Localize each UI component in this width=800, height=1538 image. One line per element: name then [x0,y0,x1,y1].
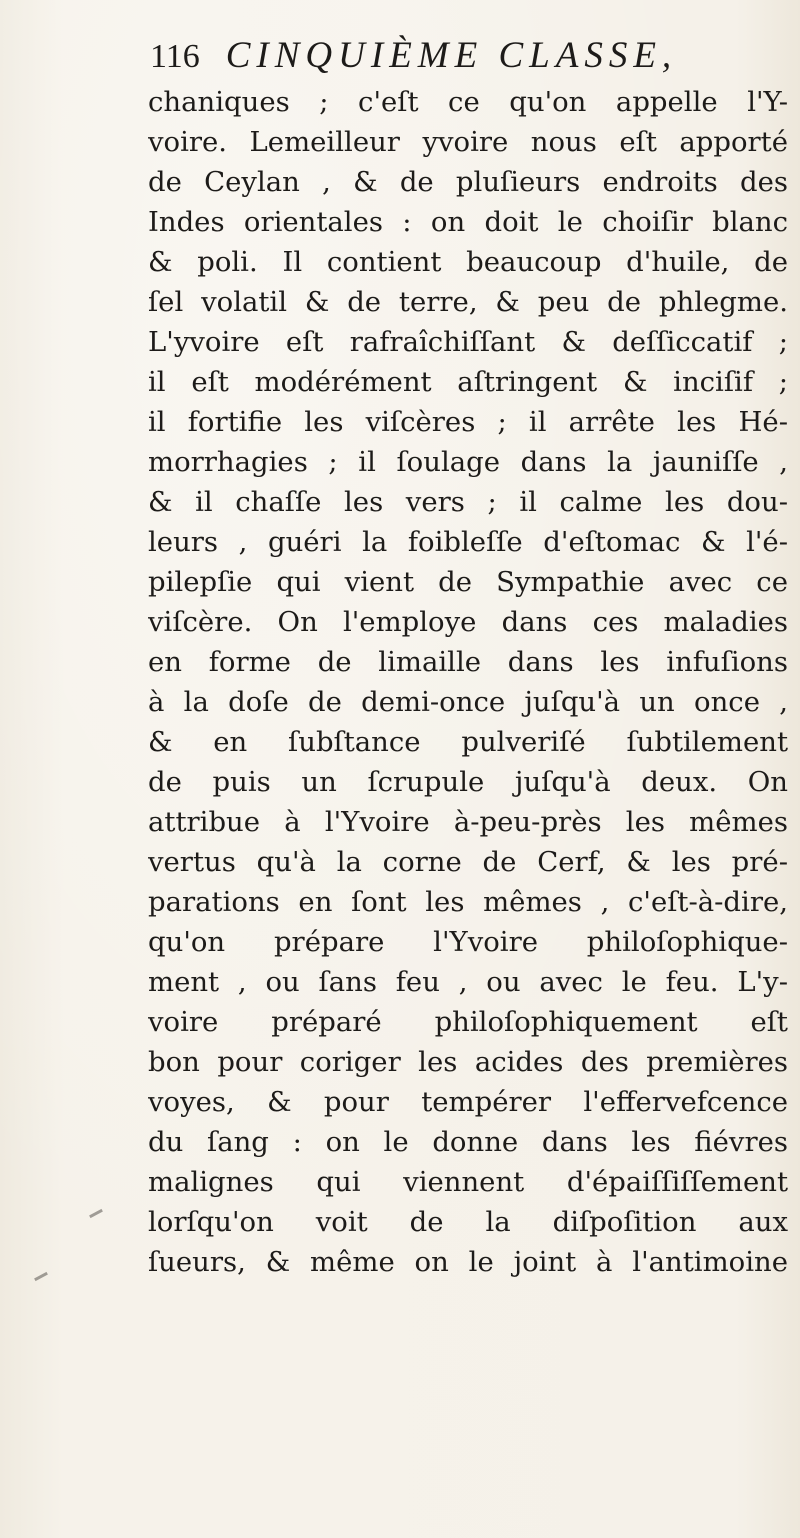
text-line: de Ceylan , & de pluſieurs endroits des [148,166,788,198]
text-line: leurs , guéri la foibleſſe d'eſtomac & l'é- [148,526,788,558]
text-line: voire. Lemeilleur yvoire nous eſt apporté [148,126,788,158]
text-line: Indes orientales : on doit le choiſir blanc [148,206,788,238]
text-line: il fortifie les viſcères ; il arrête les Hé- [148,406,788,438]
text-line: & en ſubſtance pulveriſé ſubtilement [148,726,788,758]
text-line: morrhagies ; il ſoulage dans la jauniſſe , [148,446,788,478]
text-line: ment , ou ſans feu , ou avec le feu. L'y- [148,966,788,998]
text-line: du ſang : on le donne dans les fiévres [148,1126,788,1158]
text-line: malignes qui viennent d'épaiſſiſſement [148,1166,788,1198]
text-line: bon pour coriger les acides des premières [148,1046,788,1078]
text-line: qu'on prépare l'Yvoire philoſophique- [148,926,788,958]
text-line: voire préparé philoſophiquement eſt [148,1006,788,1038]
text-line: ſueurs, & même on le joint à l'antimoine [148,1246,788,1278]
text-line: & poli. Il contient beaucoup d'huile, de [148,246,788,278]
body-text [148,82,788,1282]
text-line: viſcère. On l'employe dans ces maladies [148,606,788,638]
text-line: L'yvoire eſt rafraîchiſſant & deſſiccatif ; [148,326,788,358]
text-line: vertus qu'à la corne de Cerf, & les pré- [148,846,788,878]
text-line: chaniques ; c'eſt ce qu'on appelle l'Y- [148,86,788,118]
text-line: à la doſe de demi-once juſqu'à un once , [148,686,788,718]
page-number: 116 [150,38,200,75]
text-line: voyes, & pour tempérer l'effervefcence [148,1086,788,1118]
text-line: en forme de limaille dans les infuſions [148,646,788,678]
text-line: parations en ſont les mêmes , c'eſt-à-dire, [148,886,788,918]
text-line: & il chaſſe les vers ; il calme les dou- [148,486,788,518]
text-line: pilepſie qui vient de Sympathie avec ce [148,566,788,598]
running-head [150,34,770,84]
chapter-title: CINQUIÈME CLASSE, [225,35,678,76]
text-line: attribue à l'Yvoire à-peu-près les mêmes [148,806,788,838]
text-line: lorſqu'on voit de la diſpoſition aux [148,1206,788,1238]
margin-mark [89,1209,103,1218]
text-line: ſel volatil & de terre, & peu de phlegme. [148,286,788,318]
text-line: de puis un ſcrupule juſqu'à deux. On [148,766,788,798]
margin-mark [34,1272,48,1281]
text-line: il eſt modérément aſtringent & inciſif ; [148,366,788,398]
